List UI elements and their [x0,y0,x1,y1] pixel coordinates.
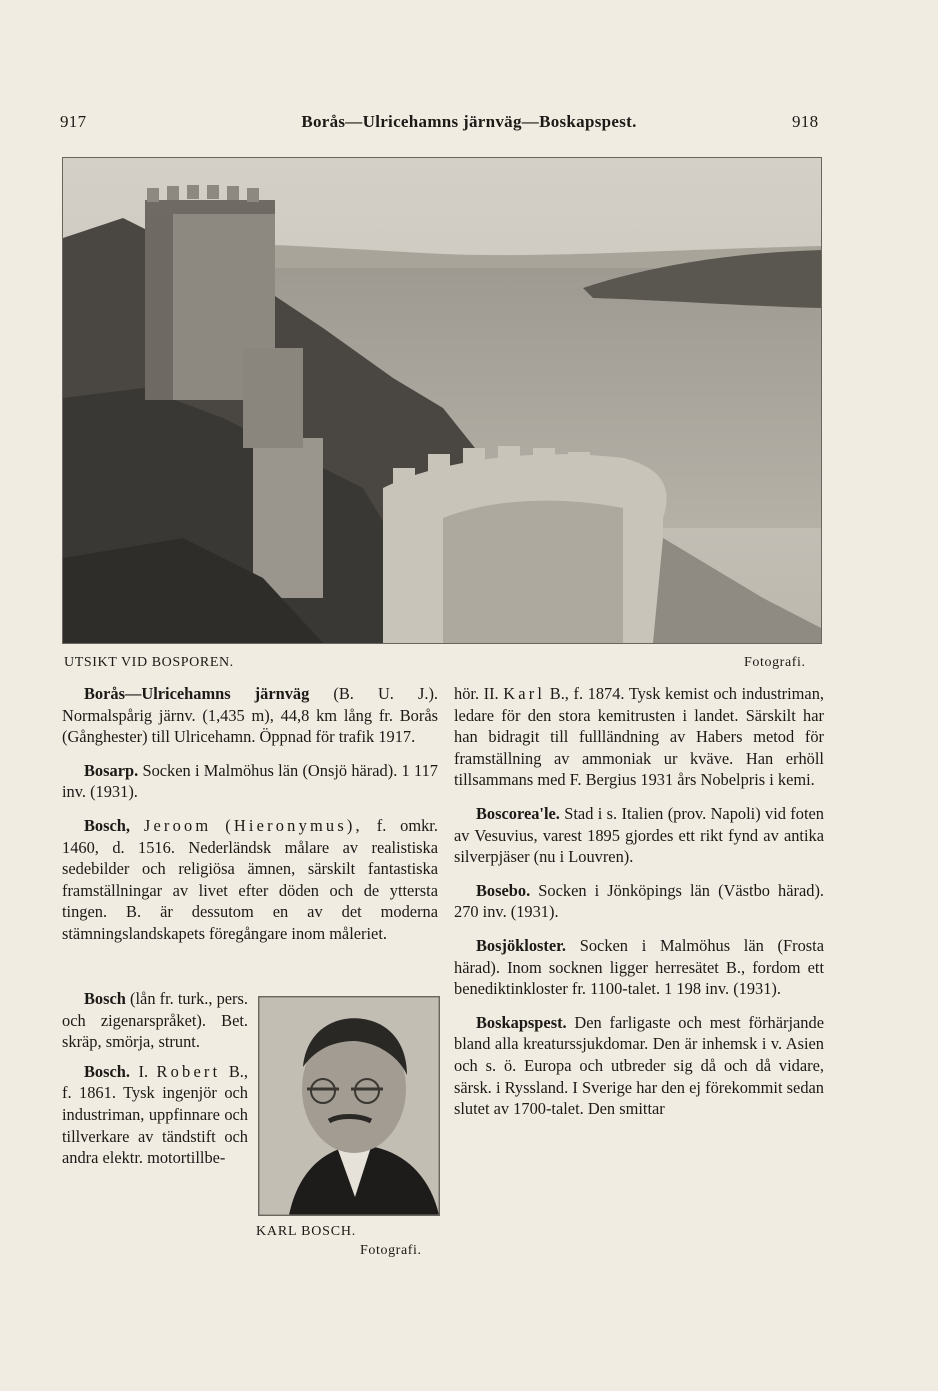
portrait-caption: KARL BOSCH. [256,1224,357,1239]
entry-text: (B. U. J.). Normalspårig järnv. (1,435 m), 44,8 km lång fr. Borås (Gånghester) till Ulricehamn. Öppnad för trafik 1917. [62,684,438,747]
entry-head: Bosarp. [84,760,139,780]
entry-head: Bosch. [84,1061,130,1081]
karl-bosch-portrait [258,996,440,1216]
entry-head: Bosjökloster. [476,935,567,955]
entry-bosch-word [62,988,248,1053]
entry-boskapspest [454,1012,824,1120]
entry-text: Socken i Malmöhus län (Onsjö härad). 1 117 inv. (1931). [62,760,438,802]
entry-text: Den farligaste och mest förhärjande bland alla kreaturssjukdomar. Den är inhemsk i v. Asien och s. ö. Europa och utbreder sig då och då vidare, särsk. i Ryssland. I Sverige har den ej förekommit sedan slutet av 1700-talet. Den smittar [454,1012,824,1119]
photo-caption: UTSIKT VID BOSPOREN. [64,655,234,670]
entry-text: hör. II. [454,684,499,703]
right-column [454,683,824,1132]
entry-bosebo [454,880,824,923]
entry-head: Boscorea'le. [476,803,560,823]
bosporus-photo [62,157,822,644]
entry-head: Bosch, [84,815,130,835]
narrow-column [62,988,248,1177]
entry-text: B., f. 1861. Tysk ingenjör och industriman, uppfinnare och tillverkare av tändstift och andra elektr. motortillbe- [62,1061,248,1168]
entry-head: Bosch [84,989,126,1008]
page-number-right: 918 [792,112,819,131]
entry-text: B., f. 1874. Tysk kemist och industriman, ledare för den stora kemitrusten i landet. Särskilt har han bidragit till fullländning av Habers metod för framställning av ammoniak ur kväve. Han erhöll tillsammans med F. Bergius 1931 års Nobelpris i kemi. [454,684,824,790]
entry-bosch-karl [454,683,824,791]
entry-name: Robert [156,1061,221,1081]
entry-number: I. [138,1061,149,1081]
page-number-left: 917 [60,112,87,131]
left-column [62,683,438,957]
entry-text: (lån fr. turk., pers. och zigenarspråket). Bet. skräp, smörja, strunt. [62,989,248,1052]
entry-bosch-jeroom [62,815,438,945]
entry-name-alt: (Hieronymus), [225,815,363,835]
fortress-illustration [63,158,821,643]
entry-boras [62,683,438,748]
photo-source: Fotografi. [744,655,806,670]
entry-bosjokloster [454,935,824,1000]
entry-boscoreale [454,803,824,868]
entry-bosarp [62,760,438,803]
entry-bosch-robert [62,1061,248,1169]
entry-head: Bosebo. [476,880,531,900]
entry-text: f. omkr. 1460, d. 1516. Nederländsk målare av realistiska sedebilder och religiösa ämnen, särskilt fantastiska framställningar av livet efter döden och de yttersta tingen. B. är dessutom en av det moderna stämningslandskapets föregångare inom måleriet. [62,815,438,943]
portrait-illustration [259,997,439,1215]
entry-head: Boskapspest. [476,1012,567,1032]
running-head: Borås—Ulricehamns järnväg—Boskapspest. [301,112,637,131]
entry-head: Borås—Ulricehamns järnväg [84,684,310,703]
entry-text: Stad i s. Italien (prov. Napoli) vid foten av Vesuvius, varest 1895 gjordes ett rikt fynd av antika silverpjäser (nu i Louvren). [454,803,824,867]
entry-name: Jeroom [143,815,212,835]
entry-text: Socken i Jönköpings län (Västbo härad). 270 inv. (1931). [454,880,824,922]
entry-name: Karl [503,684,546,703]
portrait-source: Fotografi. [360,1243,422,1258]
entry-text: Socken i Malmöhus län (Frosta härad). Inom socknen ligger herresätet B., fordom ett benediktinkloster fr. 1100-talet. 1 198 inv. (1931). [454,935,824,999]
